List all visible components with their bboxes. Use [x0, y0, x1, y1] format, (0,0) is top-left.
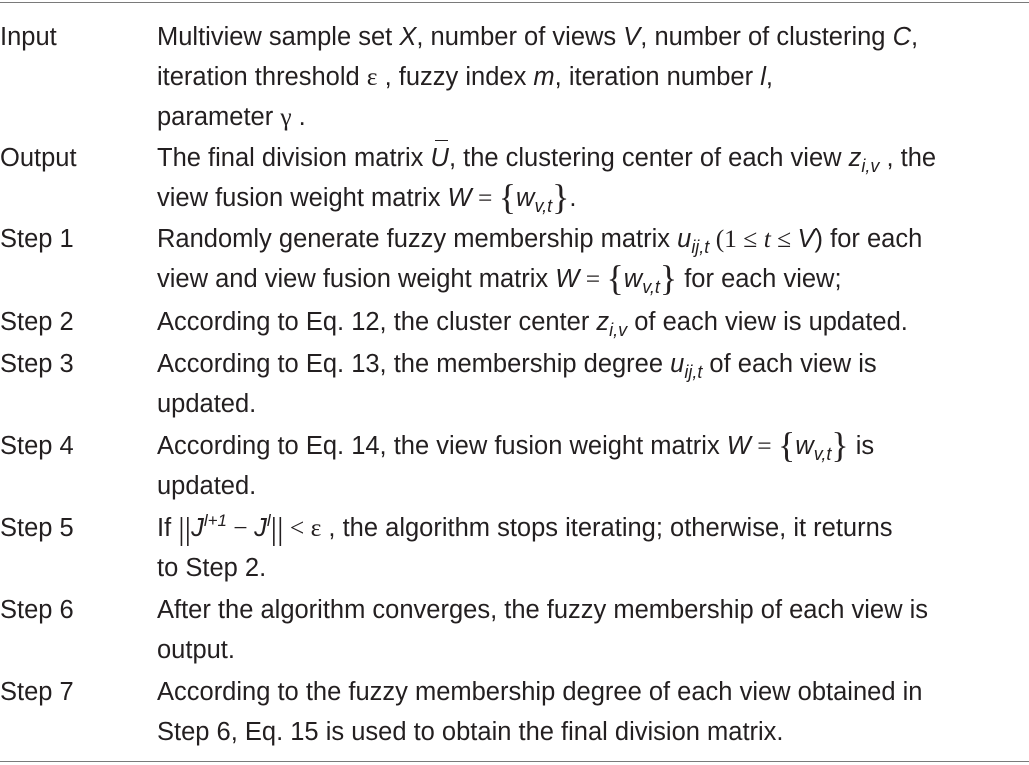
description-line: iteration threshold ε , fuzzy index m, iteration number l,: [157, 62, 773, 91]
row-description: [157, 17, 1029, 137]
row-description: [157, 138, 1029, 218]
description-line: The final division matrix U, the clustering center of each view $z_{i,v}$ , the: [157, 138, 1029, 178]
row-description: [157, 219, 1029, 299]
row-label: Step 7: [0, 678, 74, 706]
description-line: According to Eq. 14, the view fusion weight matrix $W = \{w_{v,t}\}$ is: [157, 425, 875, 465]
description-line: Multiview sample set X, number of views V, number of clustering C,: [157, 23, 919, 51]
row-description: [157, 344, 1029, 424]
row-label: Input: [0, 23, 57, 51]
row-description: [157, 426, 1029, 506]
u-bar-symbol: U: [431, 138, 449, 178]
description-line: According to Eq. 12, the cluster center $z_{i,v}$ of each view is updated.: [157, 308, 908, 340]
description-line: Step 6, Eq. 15 is used to obtain the final division matrix.: [157, 718, 784, 746]
description-line: According to the fuzzy membership degree of each view obtained in: [157, 678, 923, 706]
description-line: updated.: [157, 472, 257, 500]
row-label: Step 5: [0, 514, 74, 542]
row-label: Step 1: [0, 225, 74, 253]
row-description: [157, 302, 1029, 342]
row-label: Output: [0, 144, 77, 172]
table-bottom-rule: [0, 761, 1029, 762]
description-line: updated.: [157, 390, 257, 418]
row-label: Step 2: [0, 308, 74, 336]
row-label: Step 3: [0, 350, 74, 378]
row-description: [157, 672, 1029, 752]
row-label: Step 6: [0, 596, 74, 624]
row-label: Step 4: [0, 432, 74, 460]
description-line: If $||J^{l+1} - J^l|| < \varepsilon$ , the algorithm stops iterating; otherwise, it returns: [157, 510, 893, 546]
description-line: view and view fusion weight matrix $W = \{w_{v,t}\}$ for each view;: [157, 258, 842, 298]
row-description: [157, 590, 1029, 670]
description-line: view fusion weight matrix $W = \{w_{v,t}\}$.: [157, 177, 577, 217]
description-line: According to Eq. 13, the membership degree $u_{ij,t}$ of each view is: [157, 350, 877, 382]
description-line: to Step 2.: [157, 554, 267, 582]
description-line: After the algorithm converges, the fuzzy membership of each view is: [157, 596, 929, 624]
description-line: parameter γ .: [157, 102, 306, 131]
row-description: [157, 508, 1029, 588]
description-line: Randomly generate fuzzy membership matrix $u_{ij,t}$ (1 ≤ t ≤ V) for each: [157, 224, 923, 257]
description-line: output.: [157, 636, 235, 664]
